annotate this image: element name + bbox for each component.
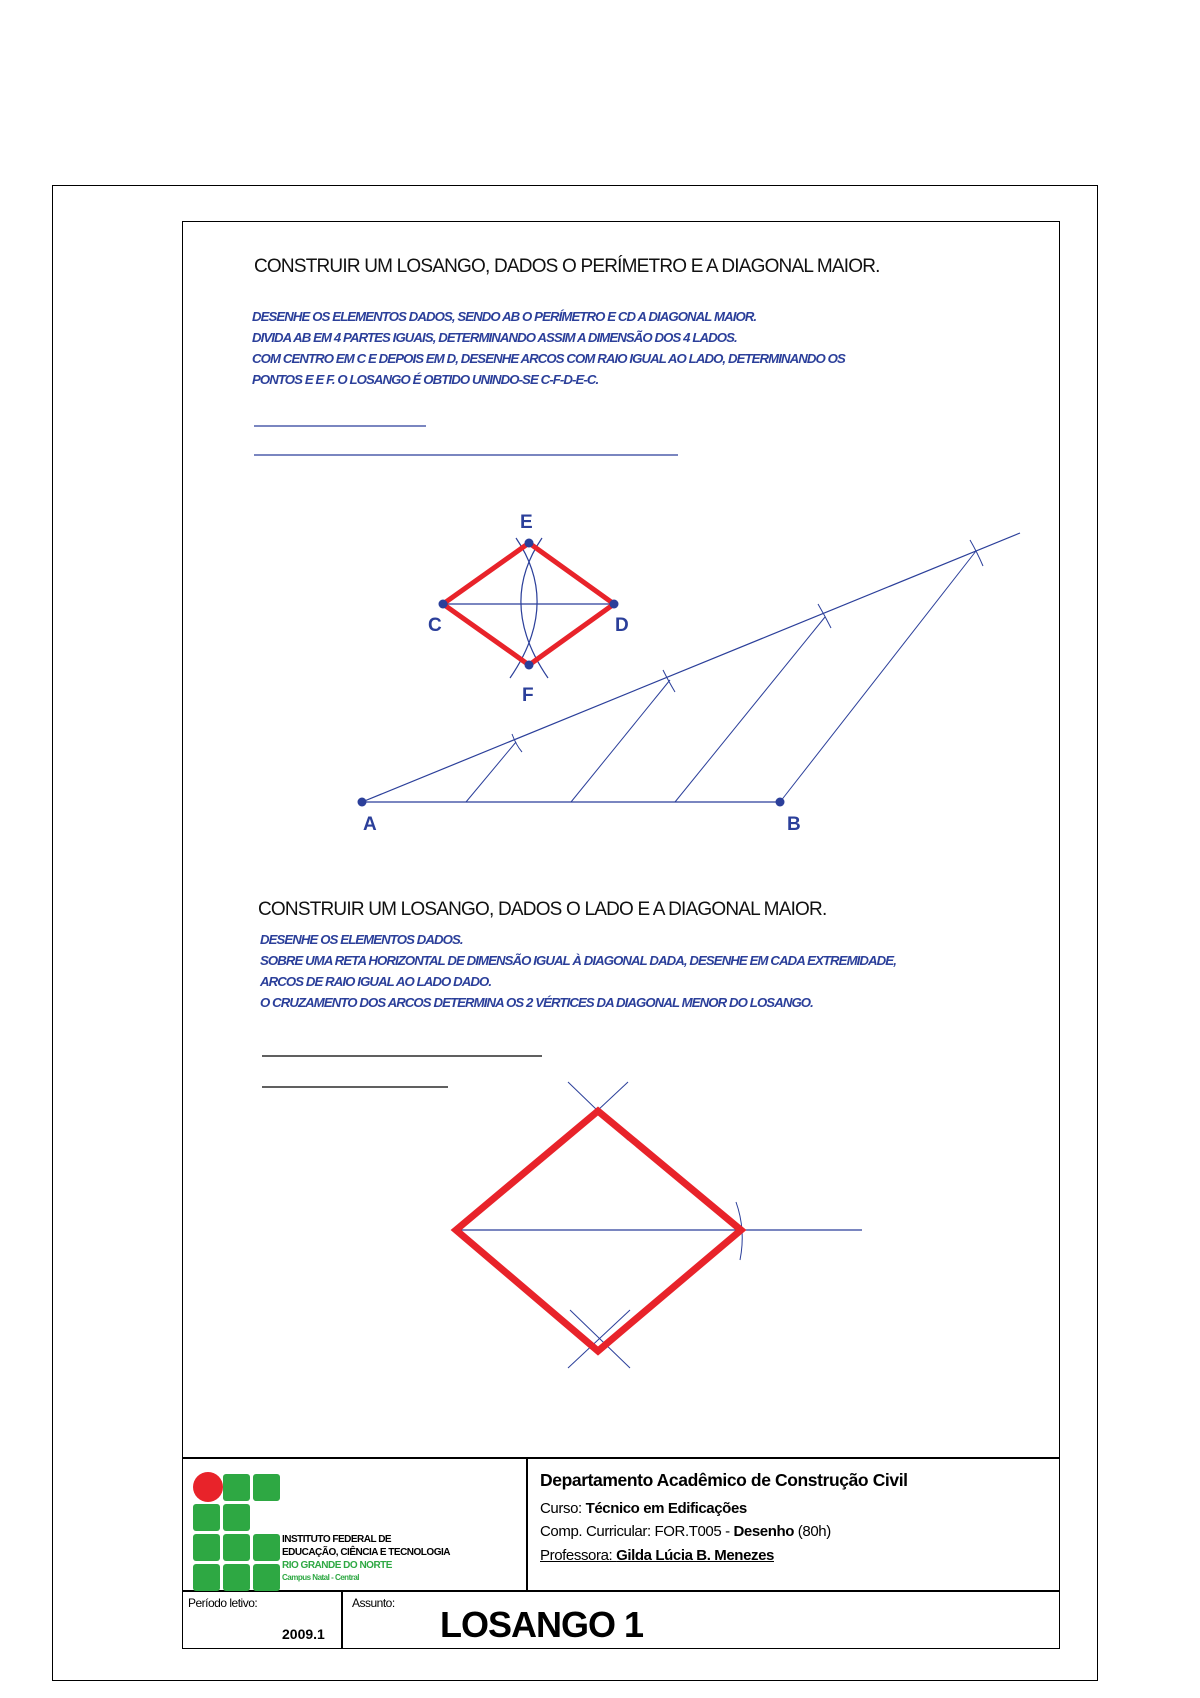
highlighted-term: E [304, 372, 313, 387]
instruction-text: DIVIDA [252, 330, 294, 345]
tick-mark [818, 604, 831, 628]
component-line: Comp. Curricular: FOR.T005 - Desenho (80h) [540, 1523, 831, 1540]
label-f: F [522, 685, 534, 706]
tick-mark [663, 670, 675, 692]
instruction-text: O PERÍMETRO E [519, 309, 618, 324]
institution-name-2: EDUCAÇÃO, CIÊNCIA E TECNOLOGIA [282, 1547, 450, 1558]
period-value: 2009.1 [282, 1626, 325, 1642]
course-line: Curso: Técnico em Edificações [540, 1500, 747, 1517]
highlighted-term: AB [293, 330, 311, 345]
title-block-divider [526, 1457, 528, 1590]
instruction-text: DESENHE OS ELEMENTOS DADOS, SENDO [252, 309, 503, 324]
instruction-text: COM CENTRO EM [252, 351, 357, 366]
section1-heading: CONSTRUIR UM LOSANGO, DADOS O PERÍMETRO E A DIAGONAL MAIOR. [254, 256, 880, 277]
point-e [525, 539, 534, 548]
institution-name-1: INSTITUTO FEDERAL DE [282, 1534, 392, 1545]
professor-line: Professora: Gilda Lúcia B. Menezes [540, 1547, 774, 1564]
highlighted-term: D [446, 351, 456, 366]
point-f [525, 661, 534, 670]
highlighted-term: C-F-D-E-C [540, 372, 596, 387]
label-e: E [520, 512, 533, 533]
subject-title: LOSANGO 1 [440, 1604, 644, 1645]
instruction-text: ARCOS DE RAIO IGUAL AO LADO DADO. [260, 974, 492, 989]
label-c: C [428, 615, 442, 636]
logo-red-dot [193, 1472, 223, 1502]
title-block-mid-line [182, 1590, 1060, 1592]
rhombus-2 [456, 1111, 741, 1351]
highlighted-term: F [326, 372, 332, 387]
point-c [439, 600, 448, 609]
instruction-text: PONTOS [252, 372, 305, 387]
instruction-text: E DEPOIS EM [365, 351, 447, 366]
period-label: Período letivo: [188, 1596, 258, 1610]
point-a [358, 798, 367, 807]
instruction-text: . [595, 372, 599, 387]
instruction-text: . O LOSANGO É OBTIDO UNINDO-SE [331, 372, 541, 387]
instruction-text: O CRUZAMENTO DOS ARCOS DETERMINA OS 2 VÉRTICES DA DIAGONAL MENOR DO LOSANGO. [260, 995, 813, 1010]
label-d: D [615, 615, 629, 636]
title-block-cell-divider [341, 1590, 343, 1648]
instruction-text: SOBRE UMA RETA HORIZONTAL DE DIMENSÃO IGUAL À DIAGONAL DADA, DESENHE EM CADA EXTREMIDADE, [260, 953, 896, 968]
institution-name-3: RIO GRANDE DO NORTE [282, 1560, 392, 1571]
label-b: B [787, 814, 801, 835]
parallel-1 [466, 742, 516, 802]
label-a: A [363, 814, 377, 835]
institution-campus: Campus Natal - Central [282, 1573, 360, 1582]
highlighted-term: AB [502, 309, 520, 324]
instruction-text: DESENHE OS ELEMENTOS DADOS. [260, 932, 463, 947]
instruction-text: EM 4 PARTES IGUAIS, DETERMINANDO ASSIM A DIMENSÃO DOS 4 LADOS. [310, 330, 737, 345]
instruction-text: A DIAGONAL MAIOR. [635, 309, 757, 324]
highlighted-term: C [356, 351, 366, 366]
parallel-3 [675, 617, 825, 802]
subject-label: Assunto: [352, 1596, 395, 1610]
parallel-2 [571, 680, 670, 802]
instruction-text: E [312, 372, 327, 387]
parallel-4 [780, 551, 976, 802]
highlighted-term: CD [617, 309, 636, 324]
title-block-top-line [182, 1457, 1060, 1459]
section2-heading: CONSTRUIR UM LOSANGO, DADOS O LADO E A DIAGONAL MAIOR. [258, 899, 827, 920]
point-b [776, 798, 785, 807]
department-name: Departamento Acadêmico de Construção Civil [540, 1470, 908, 1490]
point-d [610, 600, 619, 609]
instruction-text: , DESENHE ARCOS COM RAIO IGUAL AO LADO, DETERMINANDO OS [455, 351, 845, 366]
auxiliary-ray [362, 533, 1020, 802]
